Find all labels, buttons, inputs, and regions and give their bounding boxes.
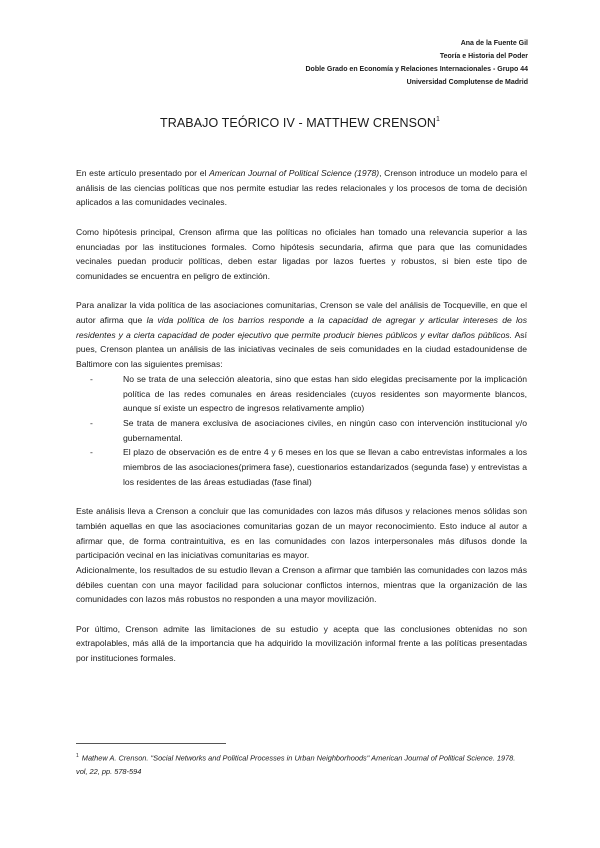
- paragraph-additional: Adicionalmente, los resultados de su estudio llevan a Crenson a afirmar que también las comunidades con lazos más débiles cuentan con una mayor facilidad para solucionar conflictos internos, mientras que la organización de las comunidades con lazos más robustos no responden a una mayor movilización.: [76, 564, 527, 605]
- paragraph-text: Para analizar la vida política de las asociaciones comunitarias, Crenson se vale del análisis de Tocqueville, en que el autor afirma que: [76, 300, 527, 325]
- document-body: [76, 166, 527, 666]
- list-item: [90, 445, 527, 489]
- header-block: [305, 37, 528, 89]
- author-name: Ana de la Fuente Gil: [460, 40, 528, 47]
- page-title: [0, 113, 600, 131]
- paragraph-final: Por último, Crenson admite las limitaciones de su estudio y acepta que las conclusiones obtenidas no son extrapolables, más allá de la importancia que ha adquirido la movilización informal frente a las políticas presentadas por instituciones formales.: [76, 623, 527, 664]
- paragraph-text: , Crenson introduce un modelo para el análisis de las ciencias políticas que nos permite estudiar las redes relacionales y los procesos de toma de decisión aplicados a las comunidades vecinales.: [76, 168, 527, 208]
- footnote: [76, 749, 528, 779]
- footnote-text: Mathew A. Crenson. "Social Networks and Political Processes in Urban Neighborhoods" American Journal of Political Science. 1978. vol, 22, pp. 578-594: [76, 753, 516, 777]
- paragraph-intro: [76, 166, 527, 210]
- list-dash: -: [90, 447, 93, 458]
- title-text: TRABAJO TEÓRICO IV - MATTHEW CRENSON: [159, 116, 437, 131]
- list-item-text: Se trata de manera exclusiva de asociaciones civiles, en ningún caso con intervención institucional y/o gubernamental.: [123, 417, 527, 443]
- list-item: [90, 372, 527, 416]
- footnote-divider: [76, 743, 226, 744]
- list-dash: -: [90, 373, 93, 384]
- footnote-mark: 1: [76, 753, 79, 759]
- paragraph-hypothesis: Como hipótesis principal, Crenson afirma que las políticas no oficiales han tomado una relevancia superior a las enunciadas por las instituciones formales. Como hipótesis secundaria, afirma que para que las comunidades vecinales puedan producir políticas, deben estar ligadas por lazos fuertes y robustos, si bien este tipo de comunidades se encuentra en peligro de extinción.: [76, 226, 527, 281]
- university-name: Universidad Complutense de Madrid: [406, 79, 528, 86]
- journal-name: American Journal of Political Science (1978): [209, 168, 380, 178]
- premises-list: [76, 372, 527, 490]
- paragraph-conclusion: Este análisis lleva a Crenson a concluir que las comunidades con lazos más difusos y relaciones menos sólidas son también aquellas en que las asociaciones comunitarias gozan de un mayor reconocimiento. Esto induce al autor a afirmar que, de forma contraintuitiva, es en las comunidades con lazos interpersonales más difusos donde la participación vecinal en las iniciativas comunitarias es mayor.: [76, 506, 527, 561]
- list-item: [90, 416, 527, 445]
- list-item-text: No se trata de una selección aleatoria, sino que estas han sido elegidas precisamente por la implicación política de las redes comunales en áreas residenciales (cuyos residentes son mayormente blancos, aunque sí existe un espectro de ingresos relativamente amplio): [123, 373, 527, 414]
- list-item-text: El plazo de observación es de entre 4 y 6 meses en los que se llevan a cabo entrevistas informales a los miembros de las asociaciones(primera fase), cuestionarios estandarizados (segunda fase) y entrevistas a los residentes de las áreas estudiadas (fase final): [123, 447, 527, 487]
- paragraph-text: En este artículo presentado por el: [76, 168, 210, 178]
- paragraph-text: Así pues, Crenson plantea un análisis de las iniciativas vecinales de seis comunidades en la ciudad estadounidense de Baltimore con las siguientes premisas:: [76, 329, 527, 370]
- list-dash: -: [90, 417, 93, 428]
- degree-name: Doble Grado en Economía y Relaciones Internacionales - Grupo 44: [305, 66, 528, 73]
- title-footnote-mark: 1: [436, 116, 441, 123]
- paragraph-analysis: [76, 298, 527, 372]
- course-name: Teoría e Historia del Poder: [439, 53, 528, 60]
- tocqueville-quote: la vida política de los barrios responde a la capacidad de agregar y articular intereses de los residentes y a cierta capacidad de poder ejecutivo que permite producir bienes públicos y evitar daños públicos.: [76, 315, 528, 340]
